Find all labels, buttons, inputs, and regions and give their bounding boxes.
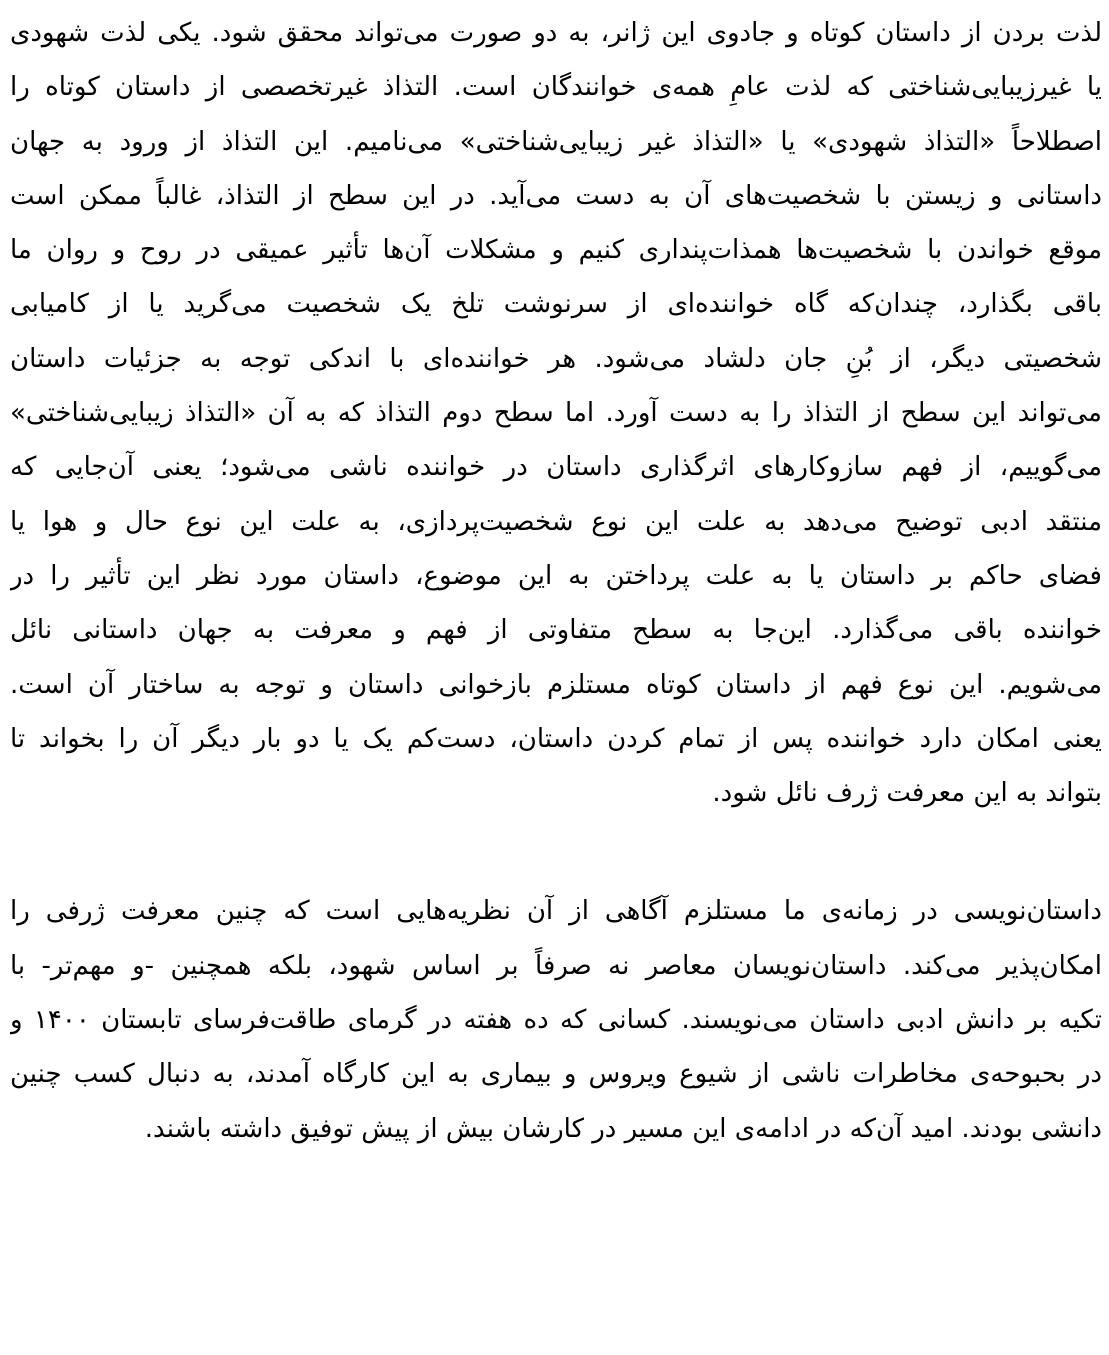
- text-line: می‌تواند این سطح از التذاذ را به دست آورد. اما سطح دوم التذاذ که به آن «التذاذ زیبایی‌شناختی»: [10, 398, 1102, 429]
- text-line: لذت بردن از داستان کوتاه و جادوی این ژانر، به دو صورت می‌تواند محقق شود. یکی لذت شهودی: [10, 18, 1102, 48]
- text-line: می‌شویم. این نوع فهم از داستان کوتاه مستلزم بازخوانی داستان و توجه به ساختار آن است.: [10, 669, 1102, 700]
- text-line: یعنی امکان دارد خواننده پس از تمام کردن داستان، دست‌کم یک یا دو بار دیگر آن را بخواند تا: [10, 723, 1102, 754]
- text-line-last: دانشی بودند. امید آن‌که در ادامه‌ی این مسیر در کارشان بیش از پیش توفیق داشته باشند.: [144, 1113, 1102, 1144]
- text-line: داستان‌نویسی در زمانه‌ی ما مستلزم آگاهی از آن نظریه‌هایی است که چنین معرفت ژرفی را: [10, 896, 1102, 927]
- text-line-last: بتواند به این معرفت ژرف نائل شود.: [712, 778, 1102, 809]
- text-line: منتقد ادبی توضیح می‌دهد به علت این نوع شخصیت‌پردازی، به علت این نوع حال و هوا یا: [10, 506, 1102, 537]
- paragraph-spacer: [10, 820, 1102, 884]
- text-line: شخصیتی دیگر، از بُنِ جان دلشاد می‌شود. هر خواننده‌ای با اندکی توجه به جزئیات داستان: [10, 343, 1102, 374]
- document-page: [10, 6, 1102, 1156]
- paragraph-2: [10, 884, 1102, 1155]
- text-line: اصطلاحاً «التذاذ شهودی» یا «التذاذ غیر زیبایی‌شناختی» می‌نامیم. این التذاذ از ورود به جهان: [10, 126, 1102, 157]
- text-line: باقی بگذارد، چندان‌که گاه خواننده‌ای از سرنوشت تلخ یک شخصیت می‌گرید یا از کامیابی: [10, 289, 1102, 320]
- text-line: خواننده باقی می‌گذارد. این‌جا به سطح متفاوتی از فهم و معرفت به جهان داستانی نائل: [10, 615, 1102, 646]
- text-line: موقع خواندن با شخصیت‌ها همذات‌پنداری کنیم و مشکلات آن‌ها تأثیر عمیقی در روح و روان ما: [10, 235, 1102, 266]
- paragraph-1: [10, 6, 1102, 820]
- text-line: یا غیرزیبایی‌شناختی که لذت عامِ همه‌ی خوانندگان است. التذاذ غیرتخصصی از داستان کوتاه را: [10, 72, 1102, 103]
- text-line: تکیه بر دانش ادبی داستان می‌نویسند. کسانی که ده هفته در گرمای طاقت‌فرسای تابستان ۱۴۰۰ و: [10, 1005, 1102, 1036]
- text-line: امکان‌پذیر می‌کند. داستان‌نویسان معاصر نه صرفاً بر اساس شهود، بلکه همچنین -و مهم‌تر- با: [10, 950, 1102, 981]
- text-line: فضای حاکم بر داستان یا به علت پرداختن به این موضوع، داستان مورد نظر این تأثیر را در: [10, 560, 1102, 591]
- text-line: در بحبوحه‌ی مخاطرات ناشی از شیوع ویروس و بیماری به این کارگاه آمدند، به دنبال کسب چنین: [10, 1059, 1102, 1090]
- text-line: می‌گوییم، از فهم سازوکارهای اثرگذاری داستان در خواننده ناشی می‌شود؛ یعنی آن‌جایی که: [10, 452, 1102, 483]
- text-line: داستانی و زیستن با شخصیت‌های آن به دست می‌آید. در این سطح از التذاذ، غالباً ممکن است: [10, 180, 1102, 211]
